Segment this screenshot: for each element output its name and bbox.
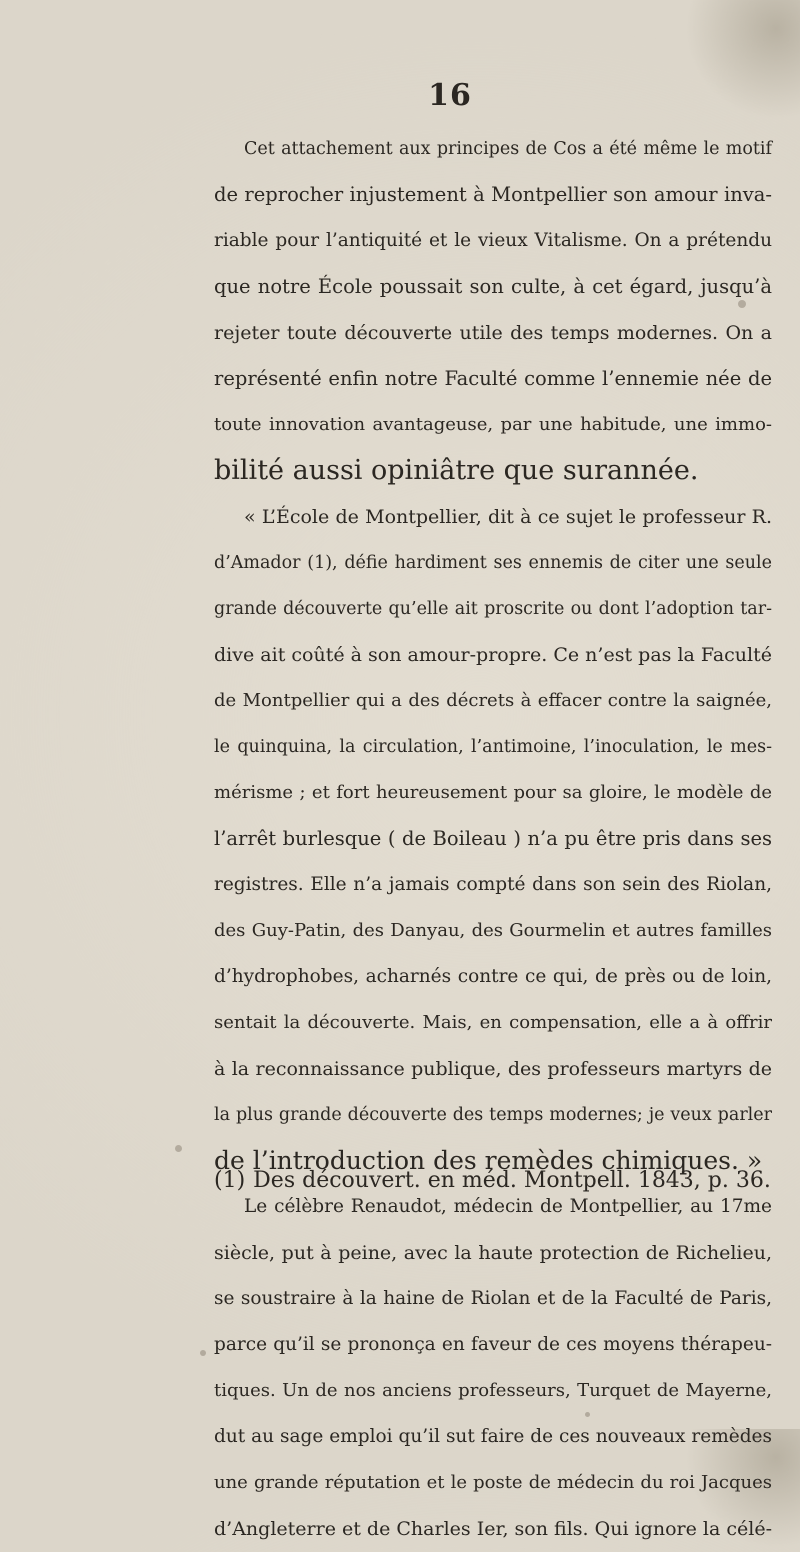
text-line: des Guy-Patin, des Danyau, des Gourmelin et autres familles (214, 920, 772, 941)
footnote-text: Des découvert. en méd. Montpell. 1843, p. 36. (253, 1168, 771, 1193)
text-line: l’arrêt burlesque ( de Boileau ) n’a pu être pris dans ses (214, 827, 772, 850)
text-line: à la reconnaissance publique, des professeurs martyrs de (214, 1058, 772, 1080)
text-line: sentait la découverte. Mais, en compensation, elle a à offrir (214, 1012, 772, 1033)
text-line: le quinquina, la circulation, l’antimoine, l’inoculation, le mes- (214, 737, 772, 757)
paper-stain (585, 1412, 590, 1417)
paper-stain (175, 1145, 182, 1152)
text-line: se soustraire à la haine de Riolan et de la Faculté de Paris, (214, 1288, 772, 1309)
text-line: bilité aussi opiniâtre que surannée. (214, 455, 699, 486)
text-line: que notre École poussait son culte, à cet égard, jusqu’à (214, 275, 772, 298)
page-number: 16 (428, 78, 472, 113)
text-line: d’hydrophobes, acharnés contre ce qui, de près ou de loin, (214, 966, 772, 987)
text-line: d’Angleterre et de Charles Ier, son fils. Qui ignore la célé- (214, 1518, 772, 1540)
text-line: dut au sage emploi qu’il sut faire de ces nouveaux remèdes (214, 1426, 772, 1447)
text-line: de reprocher injustement à Montpellier son amour inva- (214, 183, 772, 206)
text-line: la plus grande découverte des temps modernes; je veux parler (214, 1105, 772, 1125)
paper-stain (200, 1350, 206, 1356)
text-line: toute innovation avantageuse, par une habitude, une immo- (214, 414, 772, 435)
text-line: registres. Elle n’a jamais compté dans son sein des Riolan, (214, 874, 772, 895)
text-line: grande découverte qu’elle ait proscrite ou dont l’adoption tar- (214, 599, 772, 619)
text-line: d’Amador (1), défie hardiment ses ennemis de citer une seule (214, 553, 772, 573)
text-line: « L’École de Montpellier, dit à ce sujet le professeur R. (244, 506, 772, 528)
paper-stain (738, 300, 746, 308)
text-line: une grande réputation et le poste de médecin du roi Jacques (214, 1472, 772, 1493)
text-line: siècle, put à peine, avec la haute protection de Richelieu, (214, 1242, 772, 1264)
text-line: dive ait coûté à son amour-propre. Ce n’est pas la Faculté (214, 644, 772, 666)
footnote-marker: (1) (214, 1168, 246, 1193)
text-line: rejeter toute découverte utile des temps modernes. On a (214, 322, 772, 344)
text-line: Cet attachement aux principes de Cos a été même le motif (244, 139, 772, 159)
text-line: de Montpellier qui a des décrets à effacer contre la saignée, (214, 690, 772, 711)
footnote (214, 1163, 772, 1199)
text-line: parce qu’il se prononça en faveur de ces moyens thérapeu- (214, 1334, 772, 1355)
text-line: mérisme ; et fort heureusement pour sa gloire, le modèle de (214, 782, 772, 803)
text-line: représenté enfin notre Faculté comme l’ennemie née de (214, 367, 772, 390)
text-line: Le célèbre Renaudot, médecin de Montpellier, au 17me (244, 1196, 772, 1217)
text-line: tiques. Un de nos anciens professeurs, Turquet de Mayerne, (214, 1380, 772, 1401)
body-text (214, 126, 772, 1552)
text-line: de l’introduction des remèdes chimiques. » (214, 1146, 763, 1175)
text-line: riable pour l’antiquité et le vieux Vitalisme. On a prétendu (214, 230, 772, 251)
